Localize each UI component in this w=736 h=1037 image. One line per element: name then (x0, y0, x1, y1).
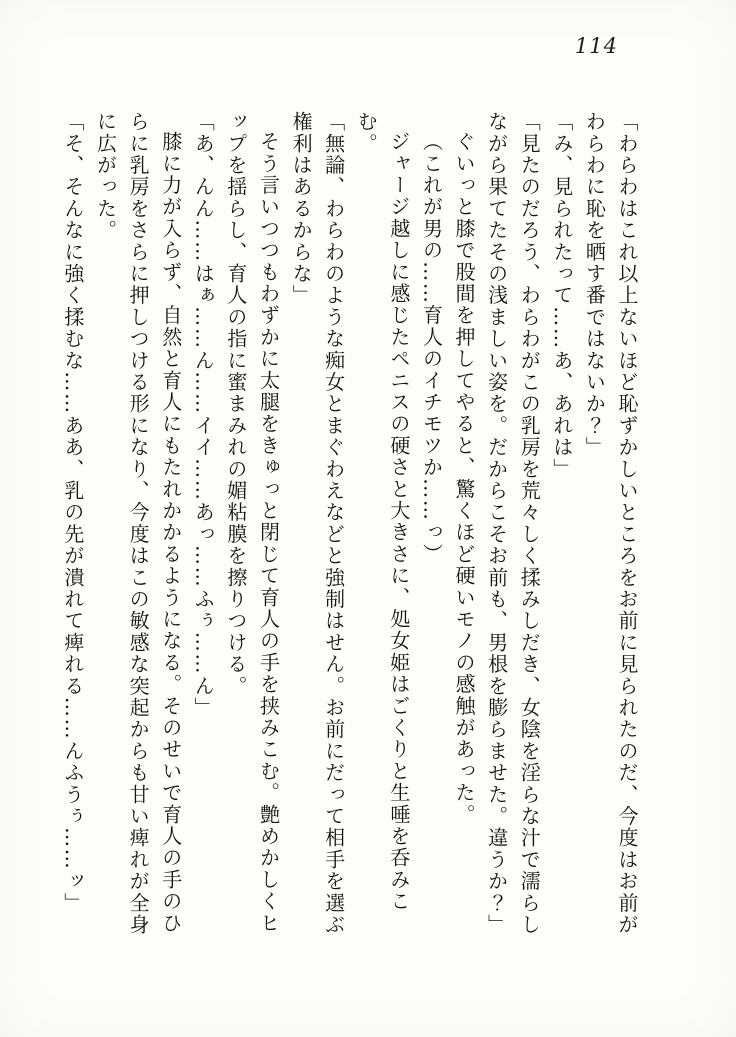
vertical-text-block (60, 111, 643, 943)
text-line: わらわに恥を晒す番ではないか？」 (582, 111, 607, 459)
text-line: 膝に力が入らず、自然と育人にもたれかかるようになる。そのせいで育人の手のひ (158, 131, 183, 934)
text-line: そう言いつつもわずかに太腿をきゅっと閉じて育人の手を挟みこむ。艶めかしくヒ (256, 131, 281, 934)
text-line: 「見たのだろう、わらわがこの乳房を荒々しく揉みしだき、女陰を淫らな汁で濡らし (517, 111, 542, 936)
page-number: 114 (574, 34, 618, 58)
text-line: 「わらわはこれ以上ないほど恥ずかしいところをお前に見られたのだ、今度はお前が (615, 111, 639, 936)
text-line: 「そ、そんなに強く揉むな……ああ、乳の先が潰れて痺れる……んふうぅ……ッ」 (60, 111, 85, 914)
text-line: 「み、見られたって……あ、あれは」 (549, 111, 574, 480)
text-line: ップを揺らし、育人の指に蜜まみれの媚粘膜を擦りつける。 (223, 111, 248, 697)
text-line: ながら果てたその浅ましい姿を。だからこそお前も、男根を膨らませた。違うか？」 (484, 111, 509, 936)
text-line: 「無論、わらわのような痴女とまぐわえなどと強制はせん。お前にだって相手を選ぶ (321, 111, 346, 936)
text-line: に広がった。 (93, 111, 118, 242)
text-line: 「あ、んん……はぁ……ん……イイ……あっ……ふぅ……ん」 (191, 111, 216, 719)
text-line: 権利はあるからな」 (289, 111, 314, 307)
text-line: ぐいっと膝で股間を押してやると、驚くほど硬いモノの感触があった。 (452, 131, 477, 826)
text-line: ジャージ越しに感じたペニスの硬さと大きさに、処女姫はごくりと生唾を呑みこむ。 (354, 111, 411, 913)
text-line: （これが男の……育人のイチモツか……っ） (419, 131, 444, 565)
text-line: らに乳房をさらに押しつける形になり、今度はこの敏感な突起からも甘い痺れが全身 (126, 111, 151, 936)
